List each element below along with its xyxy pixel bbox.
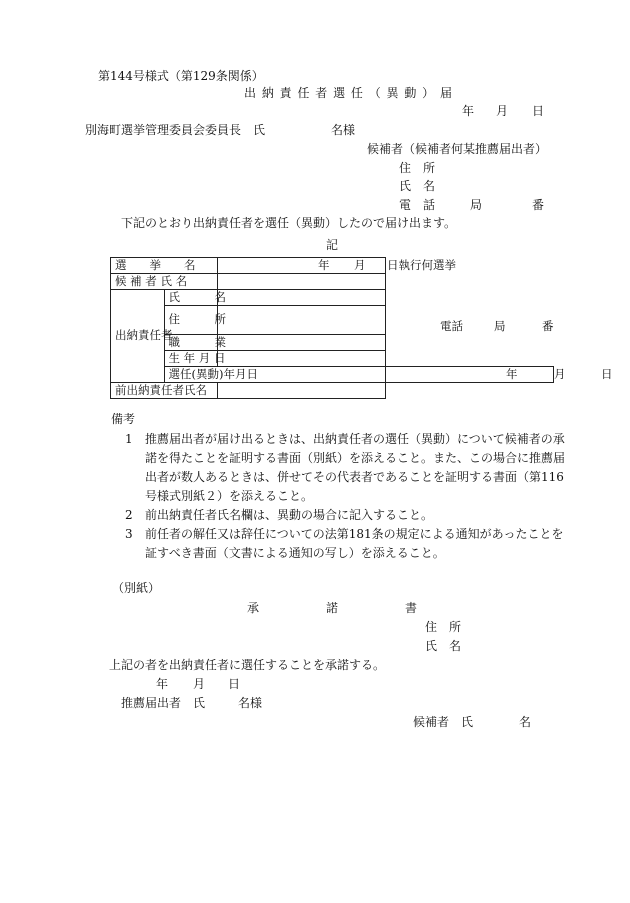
row-treasurer-birth: [111, 351, 554, 367]
document-title: 出 納 責 任 者 選 任 （ 異 動 ） 届: [244, 86, 453, 100]
attachment-title-1: 承: [247, 601, 260, 615]
appointed-month: 月: [554, 367, 566, 381]
treasurer-phone-office: 局: [494, 319, 506, 333]
appointed-value: [386, 367, 613, 383]
row-appointed: [111, 367, 554, 383]
note-number: 1: [125, 432, 133, 446]
submitter-heading: 候補者（候補者何某推薦届出者）: [367, 142, 548, 156]
treasurer-phone-label: 電話: [440, 319, 463, 333]
attachment-title-2: 諾: [326, 601, 339, 615]
row-former: [111, 383, 554, 399]
submitter-phone-office: 局: [470, 198, 483, 212]
former-value: [218, 383, 386, 399]
form-number: 第144号様式（第129条関係）: [98, 69, 264, 83]
row-treasurer-name: [111, 290, 554, 306]
election-month: 月: [354, 258, 366, 272]
attachment-date-year: 年: [156, 677, 169, 691]
election-year: 年: [318, 258, 330, 272]
row-treasurer-occupation: [111, 335, 554, 351]
attachment-statement: 上記の者を出納責任者に選任することを承諾する。: [109, 658, 386, 672]
treasurer-birth-value: [218, 351, 386, 367]
candidate-label: 候 補 者 氏 名: [111, 274, 218, 290]
date-day: 日: [532, 104, 545, 118]
attachment-name-label: 氏 名: [425, 639, 462, 653]
attachment-recommender-suffix: 名様: [238, 696, 263, 710]
appointed-label: 選任(異動)年月日: [164, 367, 386, 383]
submitter-phone-label: 電 話: [399, 198, 436, 212]
treasurer-birth-label: 生 年 月 日: [164, 351, 218, 367]
ki-label: 記: [326, 238, 339, 252]
row-candidate: [111, 274, 554, 290]
submitter-name-label: 氏 名: [399, 179, 436, 193]
submitter-address-label: 住 所: [399, 161, 436, 175]
attachment-date-month: 月: [193, 677, 206, 691]
attachment-date-day: 日: [228, 677, 241, 691]
former-label: 前出納責任者氏名: [111, 383, 218, 399]
note-number: 3: [125, 527, 133, 541]
appointment-table: [110, 257, 613, 399]
treasurer-name-label: 氏 名: [164, 290, 218, 306]
notes-heading: 備考: [111, 412, 136, 426]
appointed-day: 日: [601, 367, 613, 381]
attachment-recommender: 推薦届出者 氏: [121, 696, 206, 710]
attachment-label: （別紙）: [112, 581, 161, 595]
treasurer-occupation-value: [218, 335, 386, 351]
election-suffix: 日執行何選挙: [387, 258, 456, 272]
note-number: 2: [125, 508, 133, 522]
treasurer-occupation-label: 職 業: [164, 335, 218, 351]
note-item-1: [125, 430, 565, 506]
attachment-title-3: 書: [405, 601, 418, 615]
treasurer-address-value: [218, 306, 554, 335]
treasurer-phone-number: 番: [542, 319, 554, 333]
election-value: [218, 258, 456, 274]
treasurer-group-label: 出納責任者: [111, 290, 165, 383]
attachment-candidate-suffix: 名: [519, 715, 532, 729]
date-month: 月: [496, 104, 509, 118]
date-year: 年: [462, 104, 475, 118]
treasurer-address-label: 住 所: [164, 306, 218, 335]
submitter-phone-number: 番: [532, 198, 545, 212]
election-label: 選 挙 名: [111, 258, 218, 274]
appointed-year: 年: [506, 367, 518, 381]
addressee-suffix: 名様: [331, 123, 356, 137]
note-text: 前出納責任者氏名欄は、異動の場合に記入すること。: [145, 508, 434, 522]
note-text: 前任者の解任又は辞任についての法第181条の規定による通知があったことを証すべき書面（文書による通知の写し）を添えること。: [145, 527, 564, 560]
note-text: 推薦届出者が届け出るときは、出納責任者の選任（異動）について候補者の承諾を得たことを証明する書面（別紙）を添えること。また、この場合に推薦届出者が数人あるときは、併せてその代表者であることを証明する書面（第116号様式別紙２）を添えること。: [145, 432, 566, 503]
row-election: [111, 258, 554, 274]
addressee-line: 別海町選挙管理委員会委員長 氏: [85, 123, 266, 137]
attachment-address-label: 住 所: [425, 620, 462, 634]
row-treasurer-address: [111, 306, 554, 335]
treasurer-name-value: [218, 290, 386, 306]
attachment-candidate: 候補者 氏: [413, 715, 474, 729]
note-item-2: [125, 506, 565, 525]
note-item-3: [125, 525, 565, 563]
candidate-value: [218, 274, 386, 290]
intro-text: 下記のとおり出納責任者を選任（異動）したので届け出ます。: [121, 216, 457, 230]
